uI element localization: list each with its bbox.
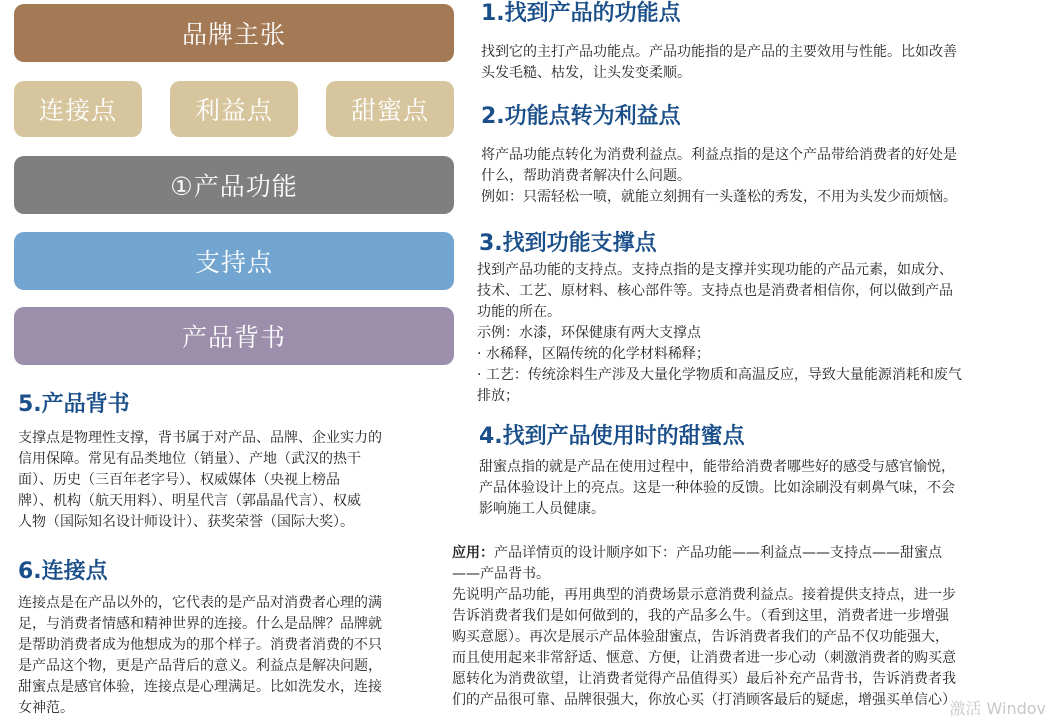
section-1-body — [481, 42, 957, 84]
section-4-line: 影响施工人员健康。 — [479, 501, 605, 517]
sweet-box — [326, 81, 454, 137]
section-6-line: 连接点是在产品以外的，它代表的是产品对消费者心理的满 — [18, 595, 382, 611]
section-2-line: 什么，帮助消费者解决什么问题。 — [481, 168, 691, 184]
section-6-line: 是产品这个物，更是产品背后的意义。利益点是解决问题， — [18, 658, 382, 674]
section-4-body — [479, 457, 955, 520]
section-4-title: 4.找到产品使用时的甜蜜点 — [479, 424, 745, 449]
section-5-body — [18, 428, 382, 533]
section-6-line: 足，与消费者情感和精神世界的连接。什么是品牌？品牌就 — [18, 616, 382, 632]
section-5-line: 牌）、机构（航天用料）、明星代言（郭晶晶代言）、权威 — [18, 493, 361, 509]
section-1-title: 1.找到产品的功能点 — [481, 1, 681, 26]
brand-label: 品牌主张 — [181, 20, 286, 49]
section-5-line: 面）、历史（三百年老字号）、权威媒体（央视上榜品 — [18, 472, 340, 488]
section-2-line: 例如：只需轻松一喷，就能立刻拥有一头蓬松的秀发，不用为头发少而烦恼。 — [481, 189, 957, 205]
section-3-line: · 水稀释，区隔传统的化学材料稀释； — [477, 346, 710, 362]
section-2-line: 将产品功能点转化为消费利益点。利益点指的是这个产品带给消费者的好处是 — [481, 147, 957, 163]
section-2-title: 2.功能点转为利益点 — [481, 104, 681, 129]
sweet-label: 甜蜜点 — [350, 96, 429, 125]
support-box — [14, 232, 454, 290]
application-label: 应用： — [452, 545, 494, 561]
section-2-body — [481, 145, 957, 208]
application-line: ——产品背书。 — [452, 566, 550, 582]
function-label: ①产品功能 — [170, 172, 298, 201]
application-line: 购买意愿）。再次是展示产品体验甜蜜点，告诉消费者我们的产品不仅功能强大， — [452, 629, 949, 645]
section-6-title: 6.连接点 — [18, 559, 108, 584]
connect-box — [14, 81, 142, 137]
section-3-title: 3.找到功能支撑点 — [479, 231, 657, 256]
section-6-line: 女神范。 — [18, 700, 74, 716]
application-line: 而且使用起来非常舒适、惬意、方便，让消费者进一步心动（刺激消费者的购买意 — [452, 650, 956, 666]
endorse-box — [14, 307, 454, 365]
activation-watermark: 激活 Windov — [949, 699, 1046, 718]
section-1-line: 头发毛糙、枯发，让头发变柔顺。 — [481, 65, 691, 81]
benefit-label: 利益点 — [194, 96, 273, 125]
function-box — [14, 156, 454, 214]
section-6-line: 甜蜜点是感官体验，连接点是心理满足。比如洗发水，连接 — [18, 679, 382, 695]
connect-label: 连接点 — [38, 96, 117, 125]
application-body — [452, 543, 956, 711]
benefit-box — [170, 81, 298, 137]
endorse-label: 产品背书 — [181, 323, 286, 352]
section-6-line: 是帮助消费者成为他想成为的那个样子。消费者消费的不只 — [18, 637, 382, 653]
section-3-line: 示例：水漆，环保健康有两大支撑点 — [477, 325, 701, 341]
section-3-line: 功能的所在。 — [477, 304, 561, 320]
application-line: 愿转化为消费欲望，让消费者觉得产品值得买）最后补充产品背书，告诉消费者我 — [452, 671, 956, 687]
section-3-line: 排放； — [477, 388, 519, 404]
section-5-title: 5.产品背书 — [18, 392, 130, 417]
section-3-line: 找到产品功能的支持点。支持点指的是支撑并实现功能的产品元素，如成分、 — [477, 262, 953, 278]
section-4-line: 甜蜜点指的就是产品在使用过程中，能带给消费者哪些好的感受与感官愉悦， — [479, 459, 955, 475]
support-label: 支持点 — [194, 248, 273, 277]
application-first-text: 产品详情页的设计顺序如下：产品功能——利益点——支持点——甜蜜点 — [494, 545, 942, 561]
section-6-body — [18, 593, 382, 719]
section-1-line: 找到它的主打产品功能点。产品功能指的是产品的主要效用与性能。比如改善 — [481, 44, 957, 60]
application-line: 告诉消费者我们是如何做到的，我的产品多么牛。（看到这里，消费者进一步增强 — [452, 608, 949, 624]
section-3-line: 技术、工艺、原材料、核心部件等。支持点也是消费者相信你，何以做到产品 — [477, 283, 953, 299]
section-3-line: · 工艺：传统涂料生产涉及大量化学物质和高温反应，导致大量能源消耗和废气 — [477, 367, 962, 383]
section-5-line: 人物（国际知名设计师设计）、获奖荣誉（国际大奖）。 — [18, 514, 354, 530]
application-line: 们的产品很可靠、品牌很强大，你放心买（打消顾客最后的疑虑，增强买单信心） — [452, 692, 956, 708]
application-line: 先说明产品功能，再用典型的消费场景示意消费利益点。接着提供支持点，进一步 — [452, 587, 956, 603]
application-first-line — [452, 543, 956, 564]
section-5-line: 支撑点是物理性支撑，背书属于对产品、品牌、企业实力的 — [18, 430, 382, 446]
brand-box — [14, 4, 454, 62]
section-3-body — [477, 260, 962, 407]
section-4-line: 产品体验设计上的亮点。这是一种体验的反馈。比如涂刷没有刺鼻气味，不会 — [479, 480, 955, 496]
section-5-line: 信用保障。常见有品类地位（销量）、产地（武汉的热干 — [18, 451, 361, 467]
